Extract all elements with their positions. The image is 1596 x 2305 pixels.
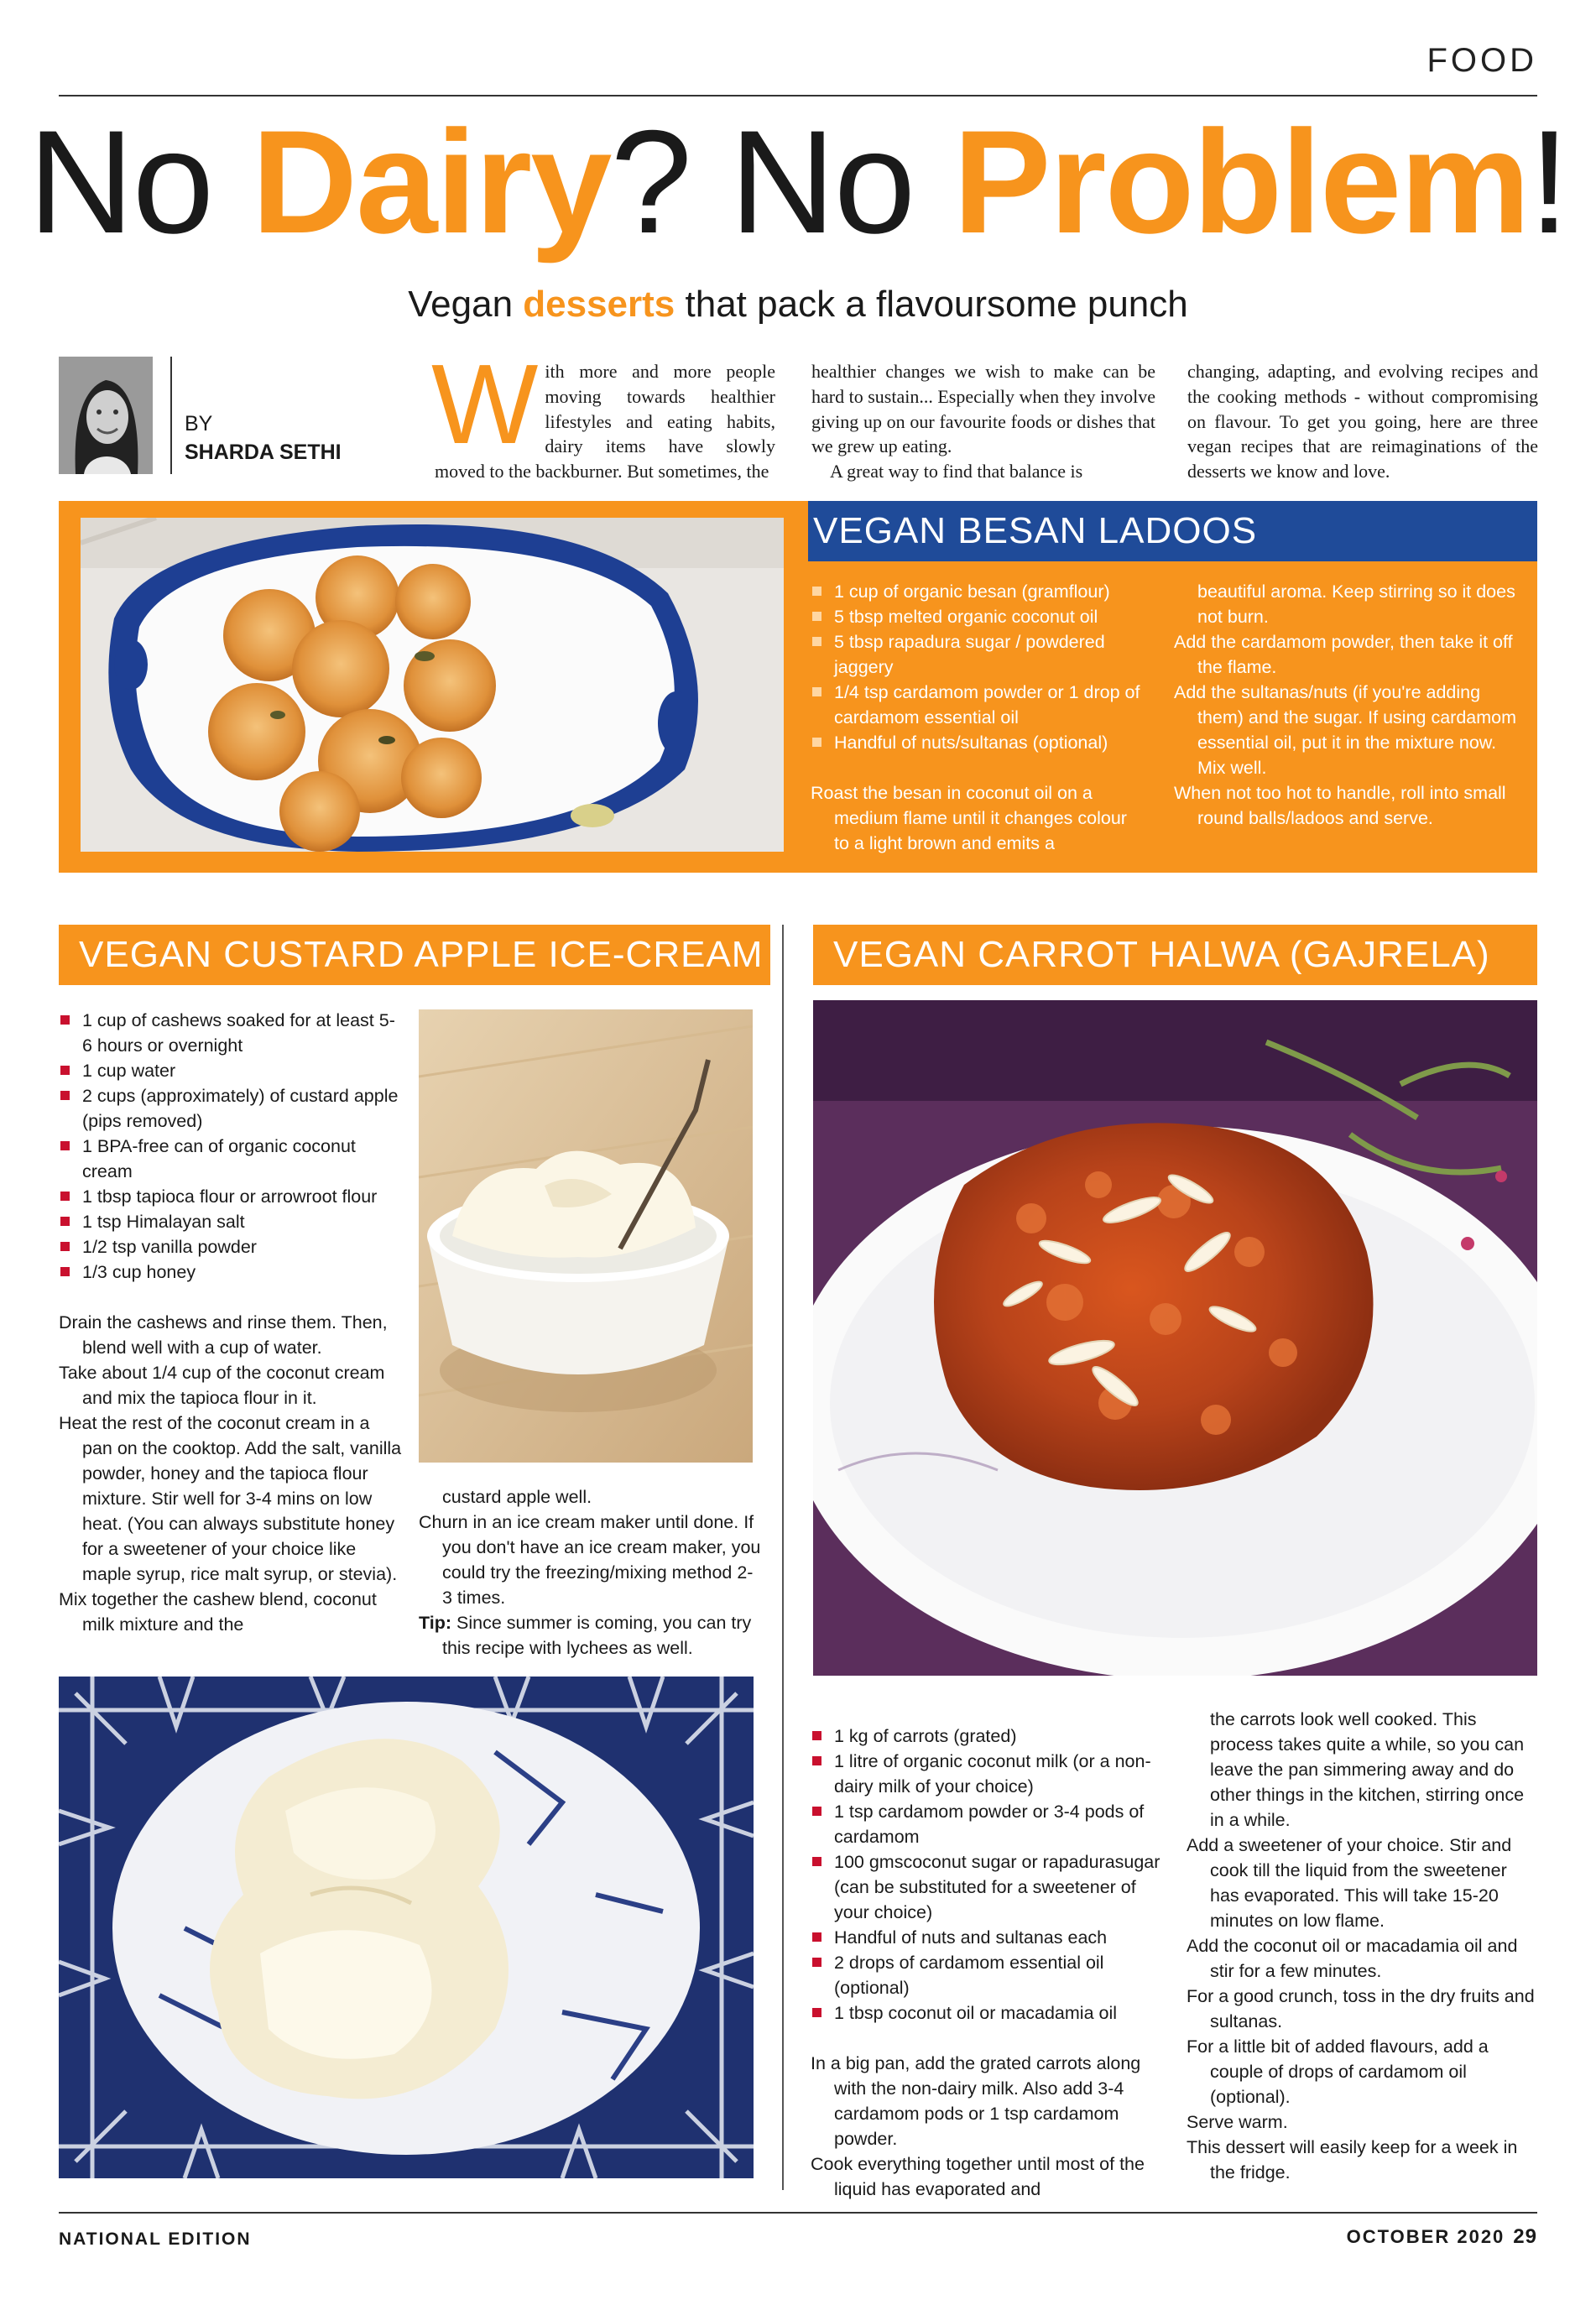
- icecream-column-right: [419, 1484, 763, 1661]
- page-footer: [1347, 2225, 1537, 2249]
- halwa-column-right: [1187, 1707, 1539, 2185]
- author-byline: [185, 409, 342, 467]
- ingredient: 5 tbsp melted organic coconut oil: [811, 604, 1146, 629]
- ingredient: 1 BPA-free can of organic coconut cream: [59, 1134, 403, 1184]
- method-step: For a good crunch, toss in the dry fruits and sultanas.: [1187, 1986, 1535, 2031]
- method-step-continued: custard apple well.: [442, 1487, 592, 1507]
- byline-label: BY: [185, 412, 213, 435]
- icecream-plate-photo: [59, 1677, 754, 2178]
- halwa-column-left: [811, 1724, 1163, 2202]
- bottom-divider: [59, 2212, 1537, 2214]
- method-step: For a little bit of added flavours, add a couple of drops of cardamom oil (optional).: [1187, 2036, 1489, 2107]
- drop-cap: W: [431, 341, 539, 467]
- author-divider: [170, 357, 172, 474]
- ingredient: 2 drops of cardamom essential oil (optional): [811, 1950, 1163, 2000]
- method-step: Take about 1/4 cup of the coconut cream and mix the tapioca flour in it.: [59, 1363, 385, 1408]
- intro-column-3: changing, adapting, and evolving recipes and the cooking methods - without compromising on flavour. To get you going, here are three vegan recipes that are reimaginations of the desserts we know and love.: [1187, 361, 1538, 482]
- ingredient: 1 cup of organic besan (gramflour): [811, 579, 1146, 604]
- ladoos-column-right: [1174, 579, 1518, 831]
- ingredient: 1 cup of cashews soaked for at least 5-6 hours or overnight: [59, 1008, 403, 1058]
- ladoos-heading: VEGAN BESAN LADOOS: [808, 501, 1537, 561]
- ingredient: Handful of nuts/sultanas (optional): [811, 730, 1146, 755]
- halwa-ingredients: [811, 1724, 1163, 2026]
- method-step: In a big pan, add the grated carrots along with the non-dairy milk. Also add 3-4 cardamom pods or 1 tsp cardamom powder.: [811, 2053, 1141, 2149]
- ingredient: 1/4 tsp cardamom powder or 1 drop of cardamom essential oil: [811, 680, 1146, 730]
- page-number: 29: [1513, 2225, 1537, 2248]
- ingredient: 1 tsp cardamom powder or 3-4 pods of cardamom: [811, 1799, 1163, 1849]
- ingredient: Handful of nuts and sultanas each: [811, 1925, 1163, 1950]
- ladoos-ingredients: [811, 579, 1146, 755]
- ingredient: 1/2 tsp vanilla powder: [59, 1234, 403, 1259]
- ingredient: 1 tsp Himalayan salt: [59, 1209, 403, 1234]
- halwa-heading: VEGAN CARROT HALWA (GAJRELA): [813, 925, 1537, 985]
- ingredient: 1 tbsp tapioca flour or arrowroot flour: [59, 1184, 403, 1209]
- method-step: Mix together the cashew blend, coconut milk mixture and the: [59, 1589, 377, 1635]
- icecream-heading: VEGAN CUSTARD APPLE ICE-CREAM: [59, 925, 770, 985]
- method-step: Add the coconut oil or macadamia oil and stir for a few minutes.: [1187, 1936, 1518, 1981]
- ingredient: 100 gmscoconut sugar or rapadurasugar (can be substituted for a sweetener of your choice): [811, 1849, 1163, 1925]
- method-step-continued: the carrots look well cooked. This process takes quite a while, so you can leave the pan simmering away and do other things in the kitchen, stirring once in a while.: [1210, 1709, 1525, 1830]
- edition-label: NATIONAL EDITION: [59, 2229, 252, 2249]
- ingredient: 1 tbsp coconut oil or macadamia oil: [811, 2000, 1163, 2026]
- ingredient: 1 kg of carrots (grated): [811, 1724, 1163, 1749]
- ladoos-photo: [81, 518, 784, 852]
- page-title: No Dairy? No Problem!: [28, 101, 1568, 264]
- ingredient: 5 tbsp rapadura sugar / powdered jaggery: [811, 629, 1146, 680]
- method-step: Add a sweetener of your choice. Stir and cook till the liquid from the sweetener has evaporated. This will take 15-20 minutes on low flame.: [1187, 1835, 1512, 1931]
- ladoos-column-left: [811, 579, 1146, 856]
- method-step: Cook everything together until most of the liquid has evaporated and: [811, 2154, 1145, 2199]
- issue-date: OCTOBER 2020: [1346, 2226, 1505, 2247]
- intro-column-2: healthier changes we wish to make can be hard to sustain... Especially when they involve giving up on our favourite foods or dishes that we grew up eating. A great way to find that balance is: [811, 361, 1155, 482]
- ingredient: 1 litre of organic coconut milk (or a non-dairy milk of your choice): [811, 1749, 1163, 1799]
- page-subtitle: Vegan desserts that pack a flavoursome punch: [408, 284, 1188, 325]
- icecream-ingredients: [59, 1008, 403, 1285]
- tip: Tip: Since summer is coming, you can try this recipe with lychees as well.: [419, 1613, 752, 1658]
- method-step: Roast the besan in coconut oil on a medium flame until it changes colour to a light brown and emits a: [811, 783, 1127, 853]
- method-step-continued: beautiful aroma. Keep stirring so it does not burn.: [1197, 581, 1515, 627]
- author-photo: [59, 357, 153, 474]
- method-step: Serve warm.: [1187, 2112, 1288, 2132]
- halwa-photo: [813, 1000, 1537, 1676]
- top-divider: [59, 95, 1537, 96]
- ingredient: 1/3 cup honey: [59, 1259, 403, 1285]
- ingredient: 2 cups (approximately) of custard apple (pips removed): [59, 1083, 403, 1134]
- method-step: Add the sultanas/nuts (if you're adding them) and the sugar. If using cardamom essential oil, put it in the mixture now. Mix well.: [1174, 682, 1517, 778]
- column-divider: [782, 925, 784, 2190]
- author-name: SHARDA SETHI: [185, 441, 342, 464]
- section-label: FOOD: [1426, 42, 1537, 79]
- method-step: Heat the rest of the coconut cream in a pan on the cooktop. Add the salt, vanilla powder, honey and the tapioca flour mixture. Stir well for 3-4 mins on low heat. (You can always substitute honey for a sweetener of your choice like maple syrup, rice malt syrup, or stevia).: [59, 1413, 402, 1584]
- method-step: When not too hot to handle, roll into small round balls/ladoos and serve.: [1174, 783, 1506, 828]
- method-step: Drain the cashews and rinse them. Then, blend well with a cup of water.: [59, 1312, 388, 1358]
- icecream-column-left: [59, 1008, 403, 1637]
- method-step: Add the cardamom powder, then take it off the flame.: [1174, 632, 1513, 677]
- method-step: This dessert will easily keep for a week in the fridge.: [1187, 2137, 1518, 2182]
- icecream-bowl-photo: [419, 1009, 753, 1463]
- method-step: Churn in an ice cream maker until done. If you don't have an ice cream maker, you could try the freezing/mixing method 2-3 times.: [419, 1512, 761, 1608]
- ingredient: 1 cup water: [59, 1058, 403, 1083]
- intro-column-1: With more and more people moving towards healthier lifestyles and eating habits, dairy items have slowly moved to the backburner. But sometimes, the: [431, 341, 775, 482]
